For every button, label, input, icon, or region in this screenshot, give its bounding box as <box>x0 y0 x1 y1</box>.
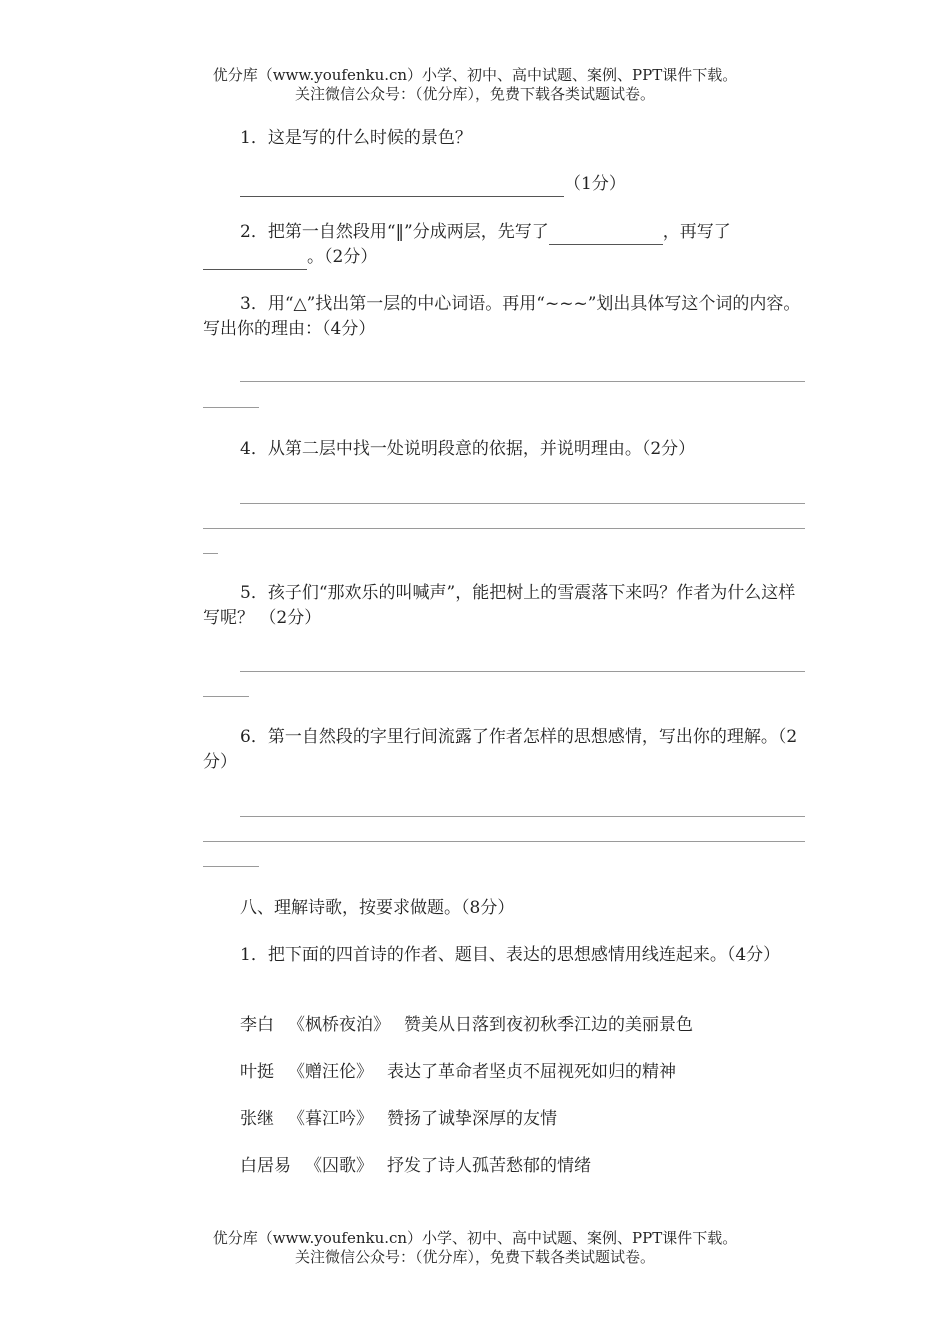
poem-author: 张继 <box>240 1109 274 1129</box>
poem-row <box>240 1060 690 1085</box>
section-8-title: 八、理解诗歌，按要求做题。（8分） <box>240 898 515 918</box>
question-1-score: （1分） <box>564 174 626 194</box>
question-2-score: 。（2分） <box>307 247 378 267</box>
question-6: 6．第一自然段的字里行间流露了作者怎样的思想感情，写出你的理解。（2分） <box>203 727 798 772</box>
header-line-2: 关注微信公众号：（优分库），免费下载各类试题试卷。 <box>294 85 655 103</box>
poem-title: 《暮江吟》 <box>288 1109 373 1129</box>
answer-line-6a[interactable] <box>240 816 805 817</box>
answer-blank-2b[interactable] <box>203 251 307 270</box>
question-3: 3．用“△”找出第一层的中心词语。再用“~~~”划出具体写这个词的内容。写出你的理由：（4分） <box>203 294 801 339</box>
poem-author: 李白 <box>240 1015 274 1035</box>
poem-feeling: 赞美从日落到夜初秋季江边的美丽景色 <box>404 1015 693 1035</box>
question-1: 1．这是写的什么时候的景色？ <box>240 128 472 148</box>
question-2-text: 2．把第一自然段用“‖”分成两层，先写了 <box>240 222 549 242</box>
answer-line-3a[interactable] <box>240 381 805 382</box>
poem-feeling: 抒发了诗人孤苦愁郁的情绪 <box>387 1156 591 1176</box>
poem-author: 叶挺 <box>240 1062 274 1082</box>
answer-line-4b[interactable] <box>203 528 805 529</box>
question-2-text-2: ，再写了 <box>662 222 731 242</box>
answer-line-6c[interactable] <box>203 866 259 867</box>
question-1-answer-row <box>240 172 626 197</box>
answer-line-4c[interactable] <box>203 553 218 554</box>
poem-row <box>240 1013 707 1038</box>
answer-line-6b[interactable] <box>203 841 805 842</box>
poem-feeling: 赞扬了诚挚深厚的友情 <box>387 1109 557 1129</box>
question-4: 4．从第二层中找一处说明段意的依据，并说明理由。（2分） <box>240 439 696 459</box>
poem-row <box>240 1154 605 1179</box>
answer-line-5a[interactable] <box>240 671 805 672</box>
answer-line-3b[interactable] <box>203 407 259 408</box>
answer-blank-2a[interactable] <box>549 226 663 245</box>
answer-line-5b[interactable] <box>203 696 249 697</box>
poem-row <box>240 1107 571 1132</box>
question-2-line-1 <box>240 220 731 245</box>
question-2-line-2 <box>203 245 377 270</box>
poem-title: 《赠汪伦》 <box>288 1062 373 1082</box>
footer-line-2: 关注微信公众号：（优分库），免费下载各类试题试卷。 <box>294 1248 655 1266</box>
answer-blank-1[interactable] <box>240 178 564 197</box>
answer-line-4a[interactable] <box>240 503 805 504</box>
header-line-1: 优分库（www.youfenku.cn）小学、初中、高中试题、案例、PPT课件下载。 <box>212 66 738 84</box>
section-8-question-1: 1．把下面的四首诗的作者、题目、表达的思想感情用线连起来。（4分） <box>240 945 781 965</box>
poem-title: 《囚歌》 <box>305 1156 373 1176</box>
footer-line-1: 优分库（www.youfenku.cn）小学、初中、高中试题、案例、PPT课件下载。 <box>212 1229 738 1247</box>
question-5: 5．孩子们“那欢乐的叫喊声”，能把树上的雪震落下来吗？作者为什么这样写呢？ （2分） <box>203 583 796 628</box>
poem-feeling: 表达了革命者坚贞不屈视死如归的精神 <box>387 1062 676 1082</box>
poem-author: 白居易 <box>240 1156 291 1176</box>
poem-title: 《枫桥夜泊》 <box>288 1015 390 1035</box>
